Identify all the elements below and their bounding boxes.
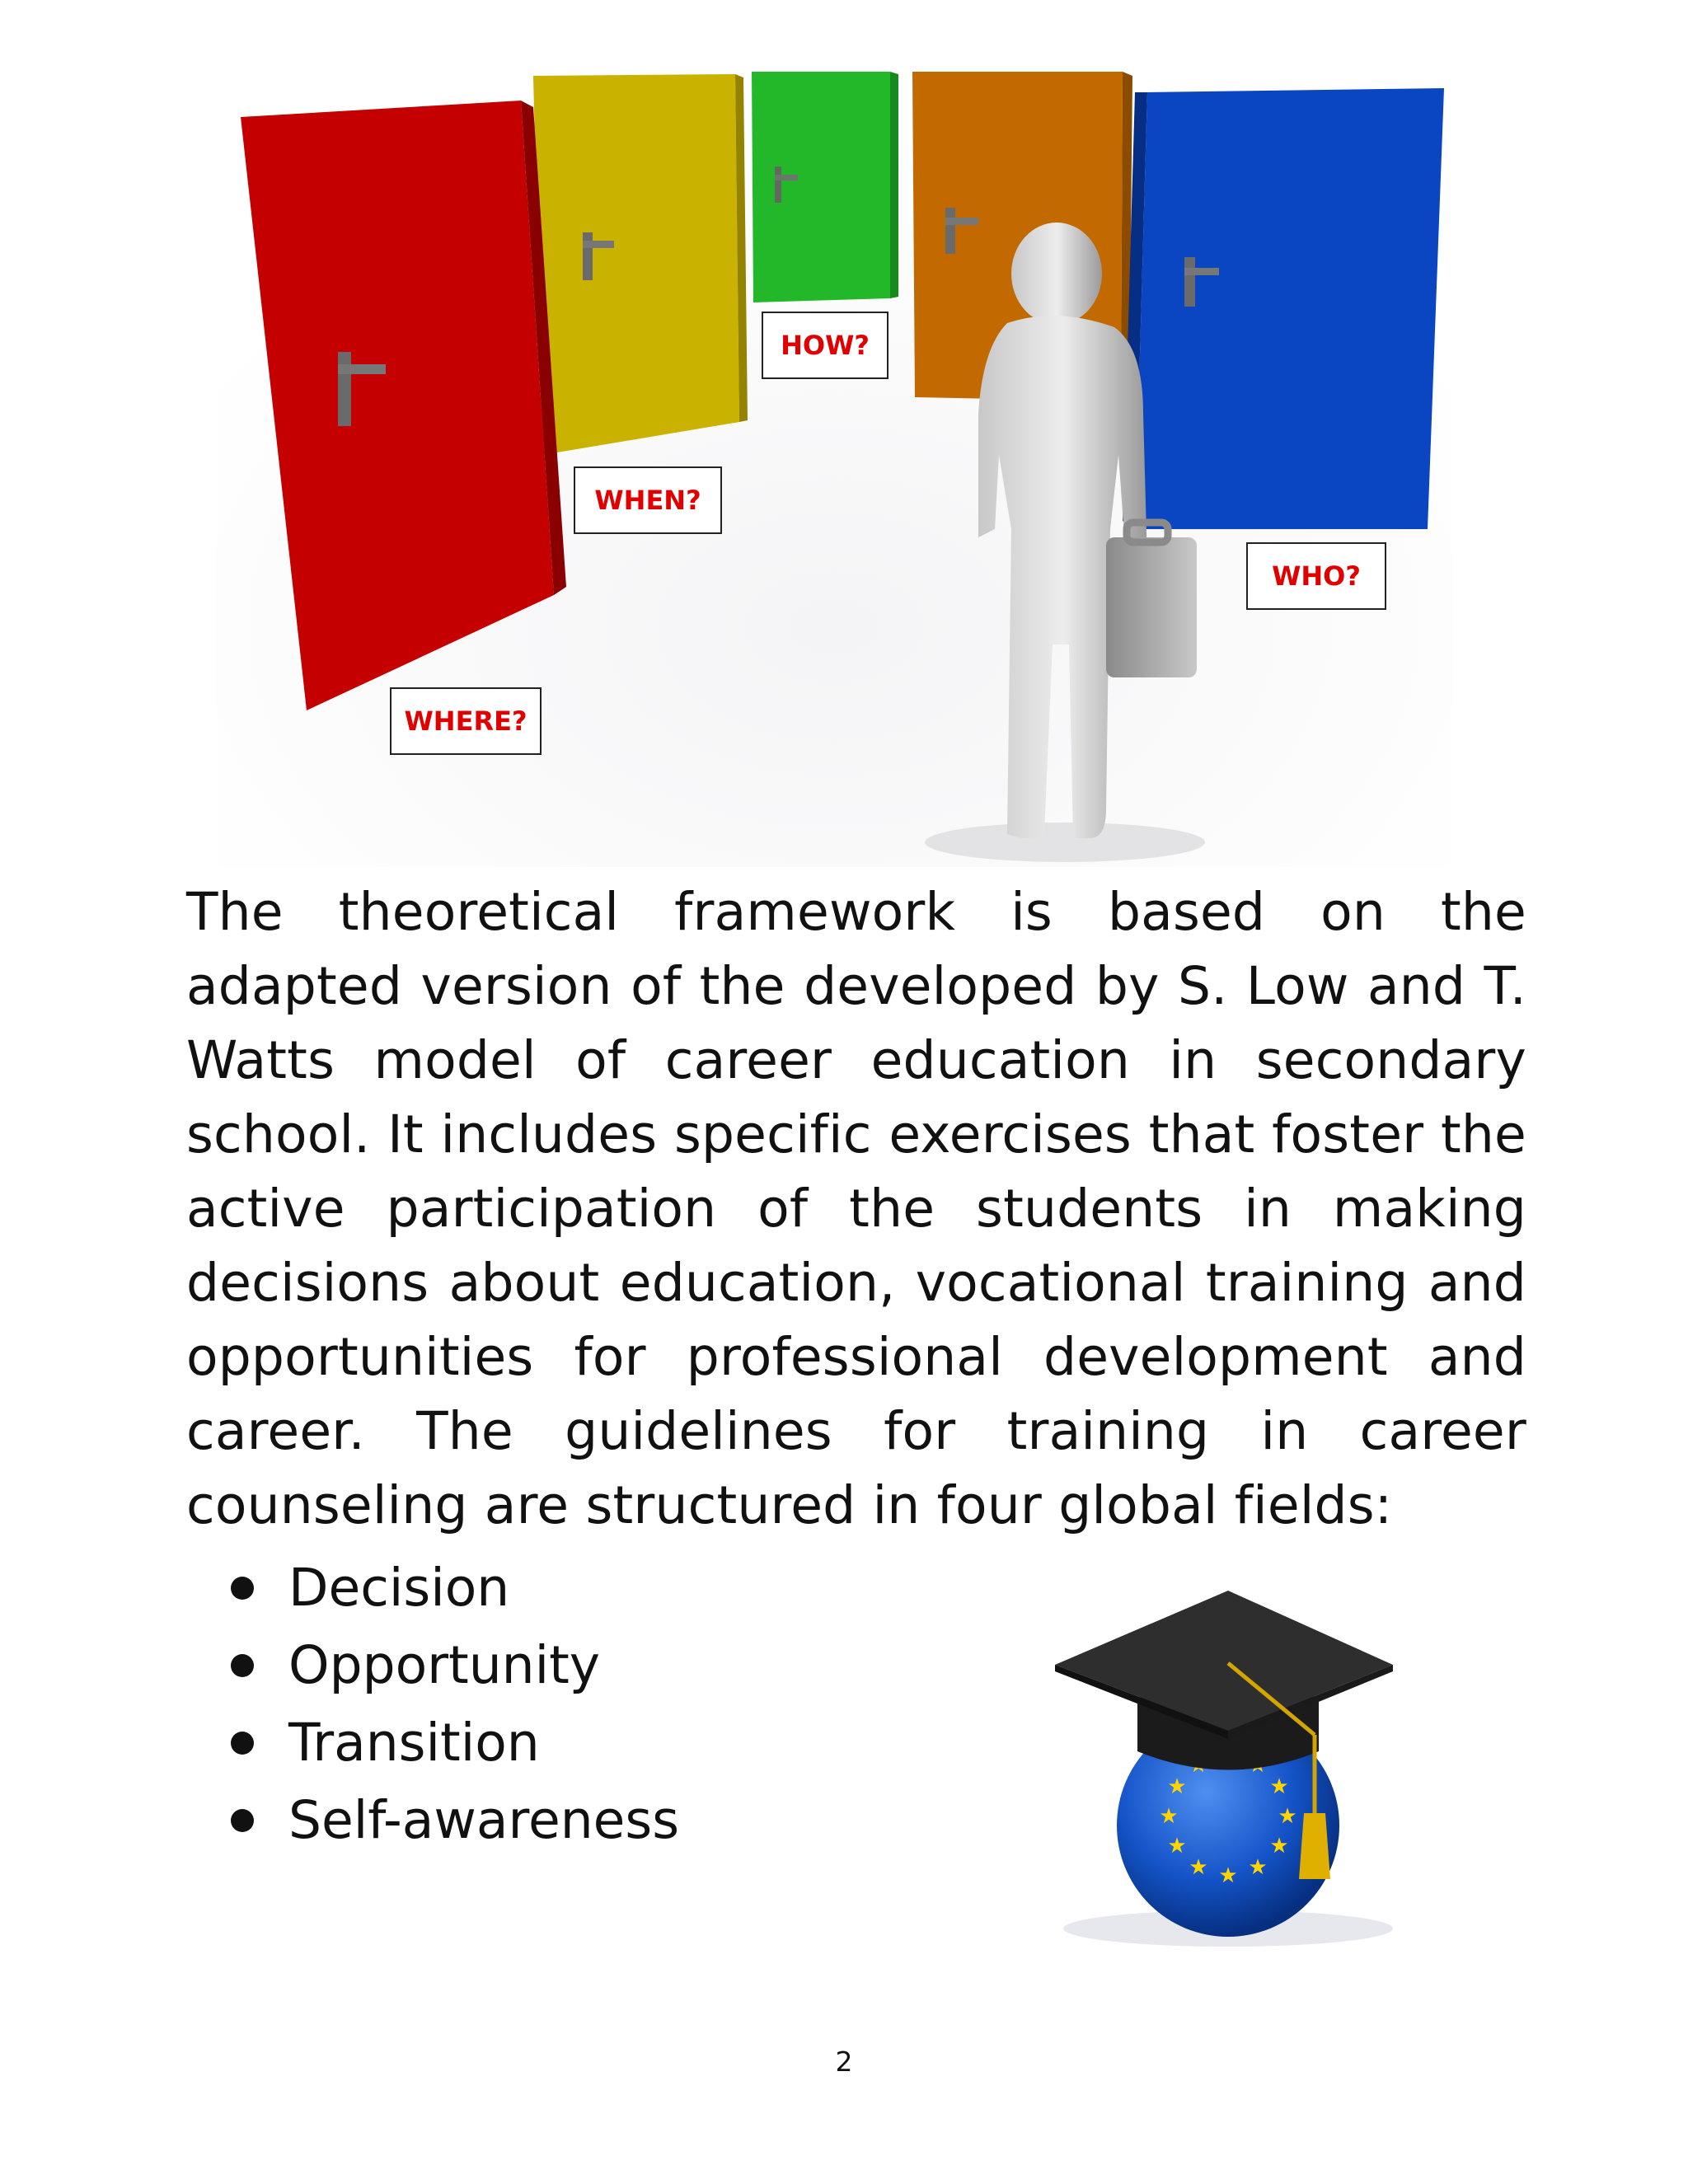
- svg-text:★: ★: [1278, 1804, 1297, 1829]
- bullet-icon: [231, 1654, 254, 1677]
- where-label: WHERE?: [390, 687, 542, 755]
- field-self-awareness: Self-awareness: [288, 1790, 680, 1850]
- graduation-cap-icon: [989, 1566, 1467, 1978]
- bullet-icon: [231, 1809, 254, 1832]
- svg-text:★: ★: [1269, 1774, 1289, 1799]
- svg-text:★: ★: [1189, 1855, 1208, 1880]
- when-label: WHEN?: [574, 466, 722, 534]
- svg-text:★: ★: [1269, 1834, 1289, 1858]
- fields-list: [231, 1549, 679, 1859]
- how-label: HOW?: [762, 312, 889, 379]
- list-item: [231, 1627, 679, 1704]
- bullet-icon: [231, 1732, 254, 1755]
- eu-graduation-cap-image: [989, 1566, 1467, 1978]
- body-paragraph: The theoretical framework is based on the adapted version of the developed by S. Low and T. Watts model of career education in secondary school. It includes specific exercises that foster the active participation of the students in making decisions about education, vocational training and opportunities for professional development and career. The guidelines for training in career counseling are structured in four global fields:: [186, 882, 1526, 1535]
- svg-text:★: ★: [1167, 1774, 1187, 1799]
- field-opportunity: Opportunity: [288, 1635, 601, 1695]
- svg-text:★: ★: [1248, 1855, 1268, 1880]
- doors-illustration: [216, 68, 1452, 867]
- list-item: [231, 1704, 679, 1782]
- field-decision: Decision: [288, 1558, 510, 1618]
- svg-text:★: ★: [1218, 1863, 1238, 1888]
- svg-text:★: ★: [1159, 1804, 1179, 1829]
- who-label: WHO?: [1246, 542, 1386, 610]
- page-number: 2: [835, 2046, 853, 2078]
- svg-text:★: ★: [1167, 1834, 1187, 1858]
- list-item: [231, 1549, 679, 1627]
- list-item: [231, 1782, 679, 1859]
- bullet-icon: [231, 1577, 254, 1600]
- field-transition: Transition: [288, 1713, 540, 1773]
